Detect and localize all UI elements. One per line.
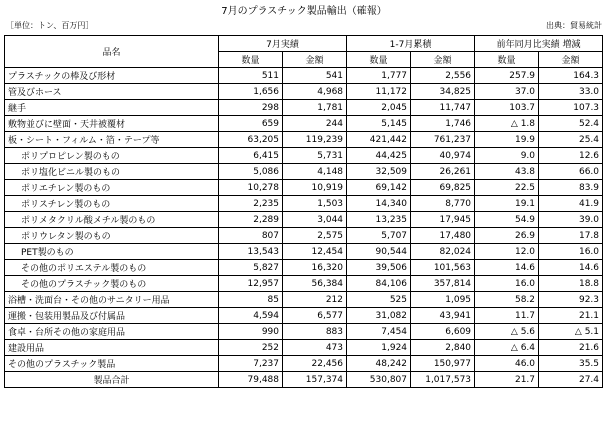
table-cell: 252 [219,340,283,356]
table-cell: 17.8 [539,228,603,244]
table-cell: 43,941 [411,308,475,324]
table-cell: 56,384 [283,276,347,292]
table-cell: 11,172 [347,84,411,100]
header-cumulative: 1-7月累積 [347,36,475,52]
table-cell: 13,235 [347,212,411,228]
row-label: 建設用品 [5,340,219,356]
table-cell: 2,840 [411,340,475,356]
table-cell: 21.1 [539,308,603,324]
table-cell: 52.4 [539,116,603,132]
table-cell: 8,770 [411,196,475,212]
table-cell: 12,957 [219,276,283,292]
page-title: 7月のプラスチック製品輸出（確報） [221,6,387,17]
table-cell: 48,242 [347,356,411,372]
row-label: ポリウレタン製のもの [5,228,219,244]
table-cell: 4,594 [219,308,283,324]
table-row [5,292,603,308]
table-cell: 63,205 [219,132,283,148]
table-cell: 1,924 [347,340,411,356]
table-cell: 2,289 [219,212,283,228]
table-cell: 17,945 [411,212,475,228]
row-label: PET製のもの [5,244,219,260]
table-cell: △ 5.6 [475,324,539,340]
table-cell: 1,503 [283,196,347,212]
table-row [5,196,603,212]
header-amount: 金額 [539,52,603,68]
table-cell: 58.2 [475,292,539,308]
row-label: ポリ塩化ビニル製のもの [5,164,219,180]
table-cell: 164.3 [539,68,603,84]
source-note: 出典：貿易統計 [546,21,602,30]
table-cell: 525 [347,292,411,308]
table-cell: 119,239 [283,132,347,148]
table-cell: 2,556 [411,68,475,84]
table-cell: 19.1 [475,196,539,212]
table-cell: 659 [219,116,283,132]
row-label: プラスチックの棒及び形材 [5,68,219,84]
table-cell: 34,825 [411,84,475,100]
table-cell: 1,656 [219,84,283,100]
table-cell: 26,261 [411,164,475,180]
table-cell: 17,480 [411,228,475,244]
table-cell: 5,731 [283,148,347,164]
table-row [5,132,603,148]
row-label: 食卓・台所その他の家庭用品 [5,324,219,340]
table-row [5,100,603,116]
table-cell: 16.0 [475,276,539,292]
table-row [5,180,603,196]
table-cell: 44,425 [347,148,411,164]
table-cell: 7,454 [347,324,411,340]
table-cell: 82,024 [411,244,475,260]
table-cell: 41.9 [539,196,603,212]
table-cell: 5,145 [347,116,411,132]
table-row [5,276,603,292]
table-cell: 103.7 [475,100,539,116]
table-cell: 298 [219,100,283,116]
table-cell: 2,575 [283,228,347,244]
row-label: ポリスチレン製のもの [5,196,219,212]
table-cell: 18.8 [539,276,603,292]
row-label: 板・シート・フィルム・箔・テープ等 [5,132,219,148]
table-cell: 22,456 [283,356,347,372]
table-cell: 21.6 [539,340,603,356]
row-label: ポリプロピレン製のもの [5,148,219,164]
table-cell: 69,142 [347,180,411,196]
table-cell: 157,374 [283,372,347,388]
table-cell: 244 [283,116,347,132]
table-cell: 883 [283,324,347,340]
table-cell: 92.3 [539,292,603,308]
table-cell: 14,340 [347,196,411,212]
table-cell: 6,577 [283,308,347,324]
table-row [5,84,603,100]
table-cell: 16,320 [283,260,347,276]
row-label: 管及びホース [5,84,219,100]
row-label: 継手 [5,100,219,116]
header-amount: 金額 [411,52,475,68]
table-cell: 101,563 [411,260,475,276]
table-cell: 21.7 [475,372,539,388]
table-cell: 2,235 [219,196,283,212]
table-cell: 83.9 [539,180,603,196]
export-table [4,35,603,388]
row-label: 浴槽・洗面台・その他のサニタリー用品 [5,292,219,308]
table-cell: 107.3 [539,100,603,116]
header-yoy: 前年同月比実績 増減 [475,36,603,52]
table-row [5,228,603,244]
table-cell: 473 [283,340,347,356]
table-cell: △ 6.4 [475,340,539,356]
table-cell: 5,086 [219,164,283,180]
table-cell: 39.0 [539,212,603,228]
table-row [5,244,603,260]
table-cell: 69,825 [411,180,475,196]
table-cell: 84,106 [347,276,411,292]
table-cell: △ 5.1 [539,324,603,340]
table-cell: 530,807 [347,372,411,388]
table-cell: 3,044 [283,212,347,228]
row-label: 運搬・包装用製品及び付属品 [5,308,219,324]
row-label: ポリエチレン製のもの [5,180,219,196]
table-cell: 1,017,573 [411,372,475,388]
table-cell: 16.0 [539,244,603,260]
table-cell: 12.6 [539,148,603,164]
table-cell: 10,278 [219,180,283,196]
header-amount: 金額 [283,52,347,68]
table-cell: 37.0 [475,84,539,100]
table-cell: 39,506 [347,260,411,276]
table-cell: 31,082 [347,308,411,324]
table-cell: 25.4 [539,132,603,148]
table-cell: 761,237 [411,132,475,148]
table-cell: 7,237 [219,356,283,372]
table-cell: 46.0 [475,356,539,372]
table-cell: 1,746 [411,116,475,132]
table-cell: 14.6 [539,260,603,276]
table-cell: 13,543 [219,244,283,260]
table-cell: 33.0 [539,84,603,100]
table-row [5,148,603,164]
table-row [5,212,603,228]
table-cell: 26.9 [475,228,539,244]
row-label: その他のポリエステル製のもの [5,260,219,276]
table-cell: 19.9 [475,132,539,148]
table-cell: 9.0 [475,148,539,164]
header-qty: 数量 [347,52,411,68]
table-cell: 6,415 [219,148,283,164]
table-cell: 511 [219,68,283,84]
table-row [5,324,603,340]
table-cell: 11,747 [411,100,475,116]
header-qty: 数量 [219,52,283,68]
table-cell: 212 [283,292,347,308]
header-item: 品名 [5,36,219,68]
table-row [5,356,603,372]
table-cell: 27.4 [539,372,603,388]
table-cell: 66.0 [539,164,603,180]
table-row [5,116,603,132]
table-cell: 541 [283,68,347,84]
table-cell: 12.0 [475,244,539,260]
table-cell: 1,095 [411,292,475,308]
header-qty: 数量 [475,52,539,68]
table-cell: 1,781 [283,100,347,116]
table-cell: 357,814 [411,276,475,292]
table-row [5,260,603,276]
table-cell: 6,609 [411,324,475,340]
table-cell: 35.5 [539,356,603,372]
table-cell: 5,707 [347,228,411,244]
table-cell: 990 [219,324,283,340]
total-row [5,372,603,388]
table-row [5,340,603,356]
table-body [5,68,603,372]
row-label: その他のプラスチック製のもの [5,276,219,292]
total-label: 製品合計 [5,372,219,388]
unit-note: ［単位：トン、百万円］ [6,21,94,30]
table-row [5,164,603,180]
row-label: ポリメタクリル酸メチル製のもの [5,212,219,228]
table-cell: 79,488 [219,372,283,388]
table-cell: 5,827 [219,260,283,276]
table-cell: 421,442 [347,132,411,148]
table-cell: 807 [219,228,283,244]
table-cell: 4,968 [283,84,347,100]
table-cell: 43.8 [475,164,539,180]
table-row [5,308,603,324]
header-month: 7月実績 [219,36,347,52]
table-cell: 2,045 [347,100,411,116]
table-cell: △ 1.8 [475,116,539,132]
row-label: 敷物並びに壁面・天井被覆材 [5,116,219,132]
table-cell: 14.6 [475,260,539,276]
table-cell: 90,544 [347,244,411,260]
table-cell: 11.7 [475,308,539,324]
table-cell: 1,777 [347,68,411,84]
table-cell: 4,148 [283,164,347,180]
table-row [5,68,603,84]
table-cell: 40,974 [411,148,475,164]
table-cell: 22.5 [475,180,539,196]
table-cell: 257.9 [475,68,539,84]
table-cell: 54.9 [475,212,539,228]
table-cell: 32,509 [347,164,411,180]
row-label: その他のプラスチック製品 [5,356,219,372]
table-cell: 150,977 [411,356,475,372]
table-cell: 12,454 [283,244,347,260]
table-cell: 85 [219,292,283,308]
table-cell: 10,919 [283,180,347,196]
